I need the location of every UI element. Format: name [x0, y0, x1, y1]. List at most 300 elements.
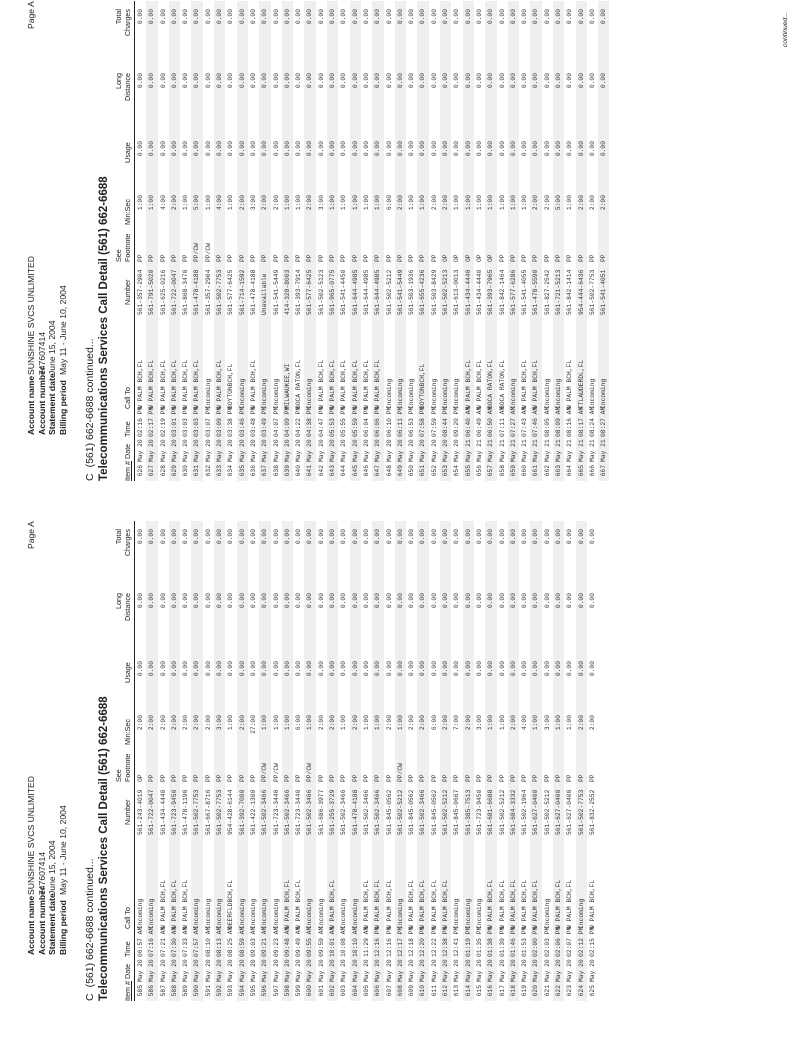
usage-charge: 0.00: [543, 661, 551, 677]
usage-charge: 0.00: [419, 141, 427, 157]
call-date: May 20: [227, 439, 235, 462]
total-charge: 0.00: [554, 9, 562, 25]
long-distance-charge: 0.00: [329, 593, 337, 609]
total-charge: 0.00: [362, 9, 370, 25]
footnote: PP: [600, 254, 608, 262]
duration: 4:00: [216, 195, 224, 211]
item-number: 663: [554, 465, 562, 477]
call-to: Incoming: [261, 898, 269, 929]
col-time: Time: [123, 421, 133, 437]
total-charge: 0.00: [475, 9, 483, 25]
item-number: 664: [566, 465, 574, 477]
call-date: May 20: [396, 439, 404, 462]
total-charge: 0.00: [261, 529, 269, 545]
usage-charge: 0.00: [566, 661, 574, 677]
table-row: [485, 1, 496, 481]
total-charge: 0.00: [170, 9, 178, 25]
call-to: Incoming: [317, 898, 325, 929]
usage-charge: 0.00: [238, 661, 246, 677]
call-time: 07:16 AM: [148, 926, 156, 957]
call-date: May 21: [498, 439, 506, 462]
usage-charge: 0.00: [464, 141, 472, 157]
usage-charge: 0.00: [532, 661, 540, 677]
duration: 1:00: [554, 715, 562, 731]
call-number: 561-478-1190: [182, 789, 190, 835]
call-time: 08:27 AM: [600, 406, 608, 437]
col-item: Item #: [123, 461, 133, 481]
call-to: Incoming: [204, 898, 212, 929]
total-charge: 0.00: [351, 529, 359, 545]
footnote: PP: [329, 774, 337, 782]
total-charge: 0.00: [577, 529, 585, 545]
item-number: 648: [385, 465, 393, 477]
item-number: 622: [554, 985, 562, 997]
call-number: 954-444-6436: [577, 269, 585, 315]
duration: 4:00: [521, 715, 529, 731]
footnote: PP: [170, 774, 178, 782]
call-to: W PALM BCH,FL: [521, 879, 529, 929]
total-charge: 0.00: [137, 529, 144, 545]
call-date: May 20: [362, 959, 370, 982]
duration: 1:00: [374, 195, 382, 211]
table-row: [395, 521, 406, 1001]
call-to: Incoming: [193, 898, 201, 929]
duration: 2:00: [588, 715, 596, 731]
total-charge: 0.00: [204, 9, 212, 25]
call-date: May 20: [340, 439, 348, 462]
duration: 3:00: [249, 195, 257, 211]
item-number: 590: [193, 985, 201, 997]
call-to: MILWAUKEE,WI: [283, 363, 291, 409]
usage-charge: 0.00: [532, 141, 540, 157]
duration: 1:00: [498, 195, 506, 211]
call-date: May 20: [396, 959, 404, 982]
table-row: [485, 521, 496, 1001]
call-time: 06:04 PM: [362, 406, 370, 437]
footnote: PP: [588, 774, 596, 782]
total-charge: 0.00: [487, 9, 495, 25]
call-date: May 20: [170, 439, 178, 462]
usage-charge: 0.00: [453, 141, 461, 157]
call-time: 12:41 PM: [453, 926, 461, 957]
table-row: [271, 1, 282, 481]
account-info: [26, 776, 68, 955]
duration: 2:00: [182, 715, 190, 731]
call-number: 561-684-3332: [509, 789, 517, 835]
total-charge: 0.00: [204, 529, 212, 545]
footnote: PP: [283, 254, 291, 262]
total-charge: 0.00: [588, 529, 596, 545]
table-row: [474, 1, 485, 481]
table-row: [191, 1, 202, 481]
account-number: 747607414: [36, 851, 47, 895]
total-charge: 0.00: [498, 529, 506, 545]
call-detail-table: [113, 1, 609, 481]
table-row: [406, 1, 417, 481]
table-row: [576, 1, 587, 481]
usage-charge: 0.00: [374, 661, 382, 677]
table-row: [542, 521, 553, 1001]
item-number: 642: [317, 465, 325, 477]
call-date: May 21: [475, 439, 483, 462]
footnote: PP: [509, 254, 517, 262]
duration: 2:00: [170, 715, 178, 731]
call-to: W PALM BCH,FL: [182, 879, 190, 929]
usage-charge: 0.00: [543, 141, 551, 157]
duration: 1:00: [509, 195, 517, 211]
usage-charge: 0.00: [295, 661, 303, 677]
call-to: Incoming: [148, 898, 156, 929]
section-phone: (561) 662-6688 continued...: [84, 338, 96, 468]
long-distance-charge: 0.00: [193, 73, 201, 89]
total-charge: 0.00: [396, 9, 404, 25]
usage-charge: 0.00: [272, 661, 280, 677]
footnote: PP: [509, 774, 517, 782]
call-time: 01:35 PM: [475, 926, 483, 957]
call-date: May 20: [204, 439, 212, 462]
call-date: May 20: [159, 439, 167, 462]
call-date: May 20: [148, 959, 156, 982]
footnote: PP: [554, 774, 562, 782]
footnote: PP: [306, 254, 314, 262]
table-row: [417, 521, 428, 1001]
item-number: 595: [249, 985, 257, 997]
item-number: 605: [362, 985, 370, 997]
total-charge: 0.00: [554, 529, 562, 545]
duration: 2:00: [385, 715, 393, 731]
duration: 1:00: [453, 195, 461, 211]
duration: 2:00: [148, 715, 156, 731]
long-distance-charge: 0.00: [204, 73, 212, 89]
call-to: W PALM BCH,FL: [193, 359, 201, 409]
footnote: PP: [464, 774, 472, 782]
item-number: 667: [600, 465, 608, 477]
footnote: PP: [340, 774, 348, 782]
call-time: 01:53 PM: [521, 926, 529, 957]
table-row: [587, 521, 598, 1001]
duration: 1:00: [137, 195, 144, 211]
long-distance-charge: 0.00: [340, 73, 348, 89]
item-number: 589: [182, 985, 190, 997]
call-to: Incoming: [306, 898, 314, 929]
call-number: 561-832-2552: [588, 789, 596, 835]
long-distance-charge: 0.00: [374, 73, 382, 89]
duration: 1:00: [566, 195, 574, 211]
call-date: May 20: [193, 959, 201, 982]
footnote: OP: [442, 254, 450, 262]
usage-charge: 0.00: [396, 141, 404, 157]
item-number: 651: [419, 465, 427, 477]
item-number: 604: [351, 985, 359, 997]
item-number: 655: [464, 465, 472, 477]
long-distance-charge: 0.00: [261, 593, 269, 609]
usage-charge: 0.00: [554, 661, 562, 677]
usage-charge: 0.00: [588, 141, 596, 157]
call-number: 561-845-0562: [408, 789, 416, 835]
usage-charge: 0.00: [487, 141, 495, 157]
usage-charge: 0.00: [362, 661, 370, 677]
long-distance-charge: 0.00: [509, 73, 517, 89]
account-number-label: Account number: [36, 366, 47, 435]
total-charge: 0.00: [430, 9, 438, 25]
usage-charge: 0.00: [408, 141, 416, 157]
call-number: 561-434-4440: [464, 269, 472, 315]
col-distance: Distance: [123, 593, 133, 621]
footnote: PP: [408, 254, 416, 262]
usage-charge: 0.00: [442, 141, 450, 157]
usage-charge: 0.00: [577, 661, 585, 677]
col-usage: Usage: [123, 662, 133, 683]
item-number: 612: [442, 985, 450, 997]
duration: 2:00: [238, 195, 246, 211]
call-to: Incoming: [306, 378, 314, 409]
call-to: Incoming: [385, 378, 393, 409]
call-time: 07:57 AM: [193, 926, 201, 957]
footnote: PP: [521, 254, 529, 262]
total-charge: 0.00: [193, 9, 201, 25]
total-charge: 0.00: [453, 9, 461, 25]
footnote: PP: [340, 254, 348, 262]
duration: 1:00: [374, 715, 382, 731]
col-long: Long: [114, 593, 124, 609]
total-charge: 0.00: [216, 9, 224, 25]
call-to: Incoming: [351, 898, 359, 929]
long-distance-charge: 0.00: [137, 73, 144, 89]
total-charge: 0.00: [249, 529, 257, 545]
footnote: PP: [566, 774, 574, 782]
table-row: [259, 521, 270, 1001]
call-to: W PALM BCH,FL: [182, 359, 190, 409]
duration: 27:00: [249, 715, 257, 734]
call-date: May 20: [419, 959, 427, 982]
item-number: 606: [374, 985, 382, 997]
call-time: 06:11 PM: [396, 406, 404, 437]
footnote: PP: [498, 254, 506, 262]
col-see: See: [114, 249, 124, 262]
call-to: Incoming: [464, 898, 472, 929]
long-distance-charge: 0.00: [159, 593, 167, 609]
call-time: 07:43 AM: [521, 406, 529, 437]
table-row: [474, 521, 485, 1001]
long-distance-charge: 0.00: [340, 593, 348, 609]
table-row: [169, 521, 180, 1001]
duration: 1:00: [498, 715, 506, 731]
call-time: 08:05 AM: [543, 406, 551, 437]
total-charge: 0.00: [408, 9, 416, 25]
long-distance-charge: 0.00: [464, 73, 472, 89]
call-number: 561-541-5449: [272, 269, 280, 315]
call-date: May 20: [374, 439, 382, 462]
total-charge: 0.00: [566, 9, 574, 25]
long-distance-charge: 0.00: [487, 73, 495, 89]
duration: 3:00: [216, 715, 224, 731]
call-time: 09:49 AM: [295, 926, 303, 957]
long-distance-charge: 0.00: [588, 593, 596, 609]
table-row: [237, 521, 248, 1001]
table-row: [497, 521, 508, 1001]
usage-charge: 0.00: [521, 141, 529, 157]
long-distance-charge: 0.00: [521, 73, 529, 89]
footnote: PP: [261, 254, 269, 262]
call-number: 561-434-4440: [159, 789, 167, 835]
item-number: 653: [442, 465, 450, 477]
total-charge: 0.00: [453, 529, 461, 545]
total-charge: 0.00: [419, 9, 427, 25]
call-time: 01:19 PM: [464, 926, 472, 957]
col-distance: Distance: [123, 73, 133, 101]
table-row: [180, 521, 191, 1001]
table-header: [113, 521, 135, 1001]
table-row: [372, 1, 383, 481]
call-date: May 20: [442, 439, 450, 462]
duration: 2:00: [238, 715, 246, 731]
table-row: [304, 521, 315, 1001]
item-number: 623: [566, 985, 574, 997]
footnote: PP/CW: [193, 243, 201, 262]
call-date: May 20: [159, 959, 167, 982]
section-letter: C: [84, 473, 96, 481]
call-time: 02:03 PM: [543, 926, 551, 957]
long-distance-charge: 0.00: [588, 73, 596, 89]
duration: 2:00: [170, 195, 178, 211]
footnote: PP: [148, 774, 156, 782]
call-time: 12:38 PM: [442, 926, 450, 957]
table-row: [214, 521, 225, 1001]
item-number: 625: [588, 985, 596, 997]
footnote: PP: [521, 774, 529, 782]
total-charge: 0.00: [261, 9, 269, 25]
duration: 1:00: [283, 195, 291, 211]
duration: 2:00: [408, 715, 416, 731]
call-number: 561-502-7753: [216, 269, 224, 315]
page-label: Page A: [26, 1, 36, 29]
footnote: PP: [430, 774, 438, 782]
call-number: 561-644-4985: [374, 269, 382, 315]
call-to: W PALM BCH,FL: [170, 879, 178, 929]
total-charge: 0.00: [216, 529, 224, 545]
footnote: PP: [543, 774, 551, 782]
call-time: 02:16 PM: [137, 406, 144, 437]
table-row: [395, 1, 406, 481]
call-number: 561-791-5020: [148, 269, 156, 315]
duration: 1:00: [182, 195, 190, 211]
footnote: PP: [487, 774, 495, 782]
call-number: 561-613-0013: [453, 269, 461, 315]
long-distance-charge: 0.00: [295, 73, 303, 89]
footnote: PP: [362, 774, 370, 782]
call-date: May 20: [317, 439, 325, 462]
table-title: Telecommunications Services Call Detail (561) 662-6688: [98, 696, 110, 1001]
item-number: 649: [396, 465, 404, 477]
table-row: [564, 521, 575, 1001]
call-number: 561-478-4188: [351, 789, 359, 835]
usage-charge: 0.00: [170, 141, 178, 157]
call-time: 12:22 PM: [430, 926, 438, 957]
table-row: [338, 521, 349, 1001]
total-charge: 0.00: [487, 529, 495, 545]
call-time: 03:49 PM: [261, 406, 269, 437]
item-number: 615: [475, 985, 483, 997]
item-number: 637: [261, 465, 269, 477]
call-number: 561-255-3729: [329, 789, 337, 835]
footnote: PP/CW: [396, 763, 404, 782]
call-to: Incoming: [396, 378, 404, 409]
long-distance-charge: 0.00: [193, 593, 201, 609]
call-date: May 20: [588, 959, 596, 982]
duration: 2:00: [543, 195, 551, 211]
long-distance-charge: 0.00: [430, 73, 438, 89]
call-to: Incoming: [408, 378, 416, 409]
duration: 5:00: [193, 195, 201, 211]
call-to: W PALM BCH,FL: [408, 879, 416, 929]
call-to: FTLAUDERDL,FL: [577, 359, 585, 409]
call-date: May 20: [137, 439, 144, 462]
footnote: OP: [475, 254, 483, 262]
item-number: 631: [193, 465, 201, 477]
call-time: 07:33 AM: [182, 926, 190, 957]
call-number: 561-478-4188: [249, 269, 257, 315]
item-number: 624: [577, 985, 585, 997]
long-distance-charge: 0.00: [577, 593, 585, 609]
usage-charge: 0.00: [159, 141, 167, 157]
footnote: PP: [249, 254, 257, 262]
usage-charge: 0.00: [566, 141, 574, 157]
call-to: W PALM BCH,FL: [464, 359, 472, 409]
call-to: W PALM BCH,FL: [362, 879, 370, 929]
total-charge: 0.00: [306, 529, 314, 545]
call-number: 561-723-9450: [475, 789, 483, 835]
usage-charge: 0.00: [193, 141, 201, 157]
call-date: May 20: [329, 439, 337, 462]
call-to: Incoming: [577, 898, 585, 929]
call-date: May 20: [272, 439, 280, 462]
table-row: [384, 521, 395, 1001]
long-distance-charge: 0.00: [283, 73, 291, 89]
long-distance-charge: 0.00: [543, 593, 551, 609]
item-number: 645: [351, 465, 359, 477]
footnote: PP: [351, 254, 359, 262]
call-time: 01:46 PM: [509, 926, 517, 957]
table-row: [519, 521, 530, 1001]
table-row: [406, 521, 417, 1001]
usage-charge: 0.00: [306, 141, 314, 157]
call-time: 04:47 PM: [317, 406, 325, 437]
col-charges: Charges: [123, 529, 133, 557]
call-time: 11:29 AM: [362, 926, 370, 957]
call-date: May 20: [577, 959, 585, 982]
call-date: May 20: [487, 959, 495, 982]
usage-charge: 0.00: [498, 141, 506, 157]
duration: 1:00: [487, 195, 495, 211]
call-to: Incoming: [272, 898, 280, 929]
table-row: [259, 1, 270, 481]
item-number: 656: [475, 465, 483, 477]
call-date: May 20: [204, 959, 212, 982]
call-number: 561-644-4985: [351, 269, 359, 315]
long-distance-charge: 0.00: [182, 73, 190, 89]
long-distance-charge: 0.00: [430, 593, 438, 609]
table-row: [542, 1, 553, 481]
call-number: 561-541-4055: [521, 269, 529, 315]
total-charge: 0.00: [283, 9, 291, 25]
usage-charge: 0.00: [340, 141, 348, 157]
duration: 1:00: [396, 715, 404, 731]
call-number: 561-827-2542: [543, 269, 551, 315]
duration: 1:00: [227, 715, 235, 731]
duration: 2:00: [532, 195, 540, 211]
footnote: PP: [554, 254, 562, 262]
call-number: 561-723-9450: [170, 789, 178, 835]
